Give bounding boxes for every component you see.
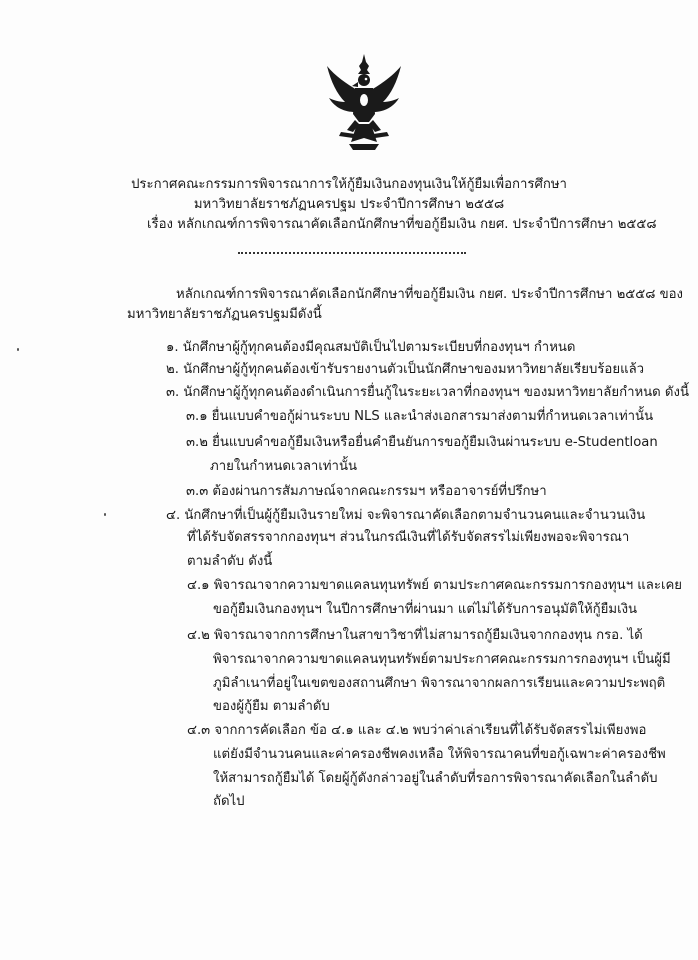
item-4-2-line-4: ของผู้กู้ยืม ตามลำดับ: [213, 699, 330, 714]
intro-line-1: หลักเกณฑ์การพิจารณาคัดเลือกนักศึกษาที่ขอกู้ยืมเงิน กยศ. ประจำปีการศึกษา ๒๕๕๘ ของ: [176, 287, 683, 302]
item-4-line-3: ตามลำดับ ดังนี้: [187, 554, 273, 569]
header-subject: เรื่อง หลักเกณฑ์การพิจารณาคัดเลือกนักศึกษาที่ขอกู้ยืมเงิน กยศ. ประจำปีการศึกษา ๒๕๕๘: [147, 217, 657, 232]
item-3-2-line-1: ๓.๒ ยื่นแบบคำขอกู้ยืมเงินหรือยื่นคำยืนยันการขอกู้ยืมเงินผ่านระบบ e-Studentloan: [186, 435, 658, 450]
margin-mark: [17, 348, 19, 351]
item-2: ๒. นักศึกษาผู้กู้ทุกคนต้องเข้ารับรายงานตัวเป็นนักศึกษาของมหาวิทยาลัยเรียบร้อยแล้ว: [166, 362, 645, 377]
item-4-2-line-3: ภูมิลำเนาที่อยู่ในเขตของสถานศึกษา พิจารณาจากผลการเรียนและความประพฤติ: [213, 676, 666, 691]
margin-mark: [104, 513, 106, 516]
item-4-line-1: ๔. นักศึกษาที่เป็นผู้กู้ยืมเงินรายใหม่ จะพิจารณาคัดเลือกตามจำนวนคนและจำนวนเงิน: [166, 508, 646, 523]
header-line-1: ประกาศคณะกรรมการพิจารณาการให้กู้ยืมเงินกองทุนเงินให้กู้ยืมเพื่อการศึกษา: [131, 177, 567, 192]
item-4-2-line-2: พิจารณาจากความขาดแคลนทุนทรัพย์ตามประกาศคณะกรรมการกองทุนฯ เป็นผู้มี: [213, 652, 671, 667]
intro-line-2: มหาวิทยาลัยราชภัฏนครปฐมมีดังนี้: [127, 307, 322, 322]
item-1: ๑. นักศึกษาผู้กู้ทุกคนต้องมีคุณสมบัติเป็นไปตามระเบียบที่กองทุนฯ กำหนด: [166, 340, 576, 355]
item-4-3-line-2: แต่ยังมีจำนวนคนและค่าครองชีพคงเหลือ ให้พิจารณาคนที่ขอกู้เฉพาะค่าครองชีพ: [213, 747, 666, 762]
item-4-3-line-1: ๔.๓ จากการคัดเลือก ข้อ ๔.๑ และ ๔.๒ พบว่าค่าเล่าเรียนที่ได้รับจัดสรรไม่เพียงพอ: [187, 723, 647, 738]
item-3-1: ๓.๑ ยื่นแบบคำขอกู้ผ่านระบบ NLS และนำส่งเอกสารมาส่งตามที่กำหนดเวลาเท่านั้น: [186, 409, 654, 424]
item-4-1-line-1: ๔.๑ พิจารณาจากความขาดแคลนทุนทรัพย์ ตามประกาศคณะกรรมการกองทุนฯ และเคย: [187, 578, 683, 593]
separator-dotted-line: [238, 252, 466, 254]
item-3-3: ๓.๓ ต้องผ่านการสัมภาษณ์จากคณะกรรมฯ หรืออาจารย์ที่ปรึกษา: [186, 484, 547, 499]
item-4-3-line-4: ถัดไป: [213, 794, 245, 809]
item-4-2-line-1: ๔.๒ พิจารณาจากการศึกษาในสาขาวิชาที่ไม่สามารถกู้ยืมเงินจากกองทุน กรอ. ได้: [187, 628, 643, 643]
garuda-emblem-icon: [325, 52, 403, 156]
item-4-1-line-2: ขอกู้ยืมเงินกองทุนฯ ในปีการศึกษาที่ผ่านมา แต่ไม่ได้รับการอนุมัติให้กู้ยืมเงิน: [213, 602, 638, 617]
item-3: ๓. นักศึกษาผู้กู้ทุกคนต้องดำเนินการยื่นกู้ในระยะเวลาที่กองทุนฯ ของมหาวิทยาลัยกำหนด ดังนี้: [166, 385, 689, 400]
item-4-3-line-3: ให้สามารถกู้ยืมได้ โดยผู้กู้ดังกล่าวอยู่ในลำดับที่รอการพิจารณาคัดเลือกในลำดับ: [213, 771, 658, 786]
item-4-line-2: ที่ได้รับจัดสรรจากกองทุนฯ ส่วนในกรณีเงินที่ได้รับจัดสรรไม่เพียงพอจะพิจารณา: [187, 530, 630, 545]
header-line-2: มหาวิทยาลัยราชภัฏนครปฐม ประจำปีการศึกษา ๒๕๕๘: [193, 197, 505, 212]
item-3-2-line-2: ภายในกำหนดเวลาเท่านั้น: [210, 459, 357, 474]
